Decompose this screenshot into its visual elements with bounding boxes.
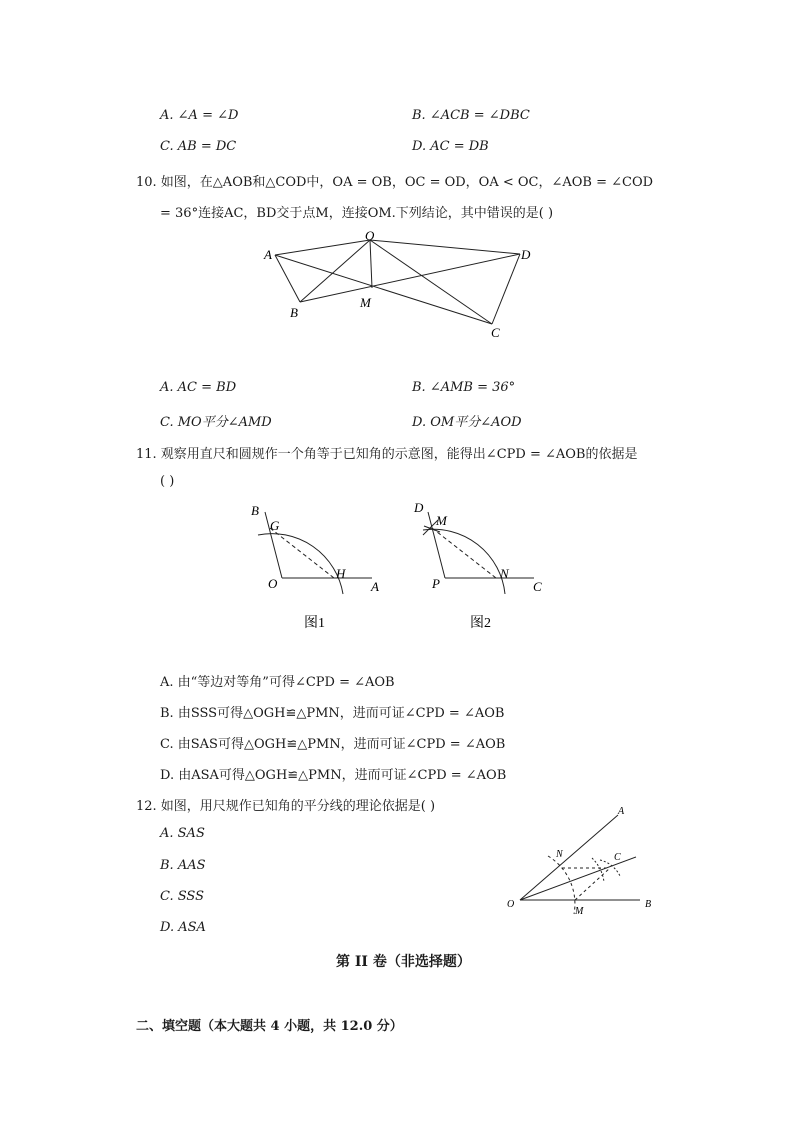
q11-fig1-label-O: O (268, 576, 278, 591)
section-2-heading: 第 II 卷（非选择题） (336, 954, 471, 970)
q12-label-B: B (645, 899, 652, 910)
q10-label-A: A (264, 247, 272, 262)
q11-option-d: D. 由ASA可得△OGH≌△PMN，进而可证∠CPD = ∠AOB (160, 768, 507, 783)
q9-option-c: C. AB = DC (160, 139, 237, 154)
q9-option-d: D. AC = DB (412, 139, 489, 154)
q10-label-C: C (491, 325, 500, 340)
q12-label-C: C (614, 852, 621, 863)
q10-option-d: D. OM平分∠AOD (412, 415, 522, 430)
q10-option-c: C. MO平分∠AMD (160, 415, 272, 430)
q11-option-c: C. 由SAS可得△OGH≌△PMN，进而可证∠CPD = ∠AOB (160, 737, 506, 752)
q11-fig2-label-M: M (436, 513, 447, 528)
q10-option-a: A. AC = BD (160, 380, 237, 395)
q11-fig2-label-N: N (500, 566, 509, 581)
q11-stem-line2: ( ) (160, 474, 175, 489)
q10-label-M: M (360, 295, 371, 310)
q9-option-b: B. ∠ACB = ∠DBC (412, 108, 530, 123)
q11-option-a: A. 由“等边对等角”可得∠CPD = ∠AOB (160, 675, 395, 690)
q9-option-a: A. ∠A = ∠D (160, 108, 239, 123)
q12-option-c: C. SSS (160, 889, 205, 904)
q11-fig1-caption: 图1 (304, 616, 325, 631)
q11-fig1-label-A: A (371, 579, 379, 594)
q11-fig2-label-C: C (533, 579, 542, 594)
q12-label-N: N (556, 849, 563, 860)
q11-fig2-label-P: P (432, 576, 440, 591)
q11-fig1-label-G: G (270, 518, 280, 533)
q12-option-d: D. ASA (160, 920, 206, 935)
q12-label-M: M (575, 906, 584, 917)
q10-stem-line2: = 36°连接AC，BD交于点M，连接OM.下列结论，其中错误的是( ) (160, 206, 554, 221)
q10-label-B: B (290, 305, 298, 320)
q12-stem-line1: 12. 如图，用尺规作已知角的平分线的理论依据是( ) (136, 799, 436, 814)
q10-label-O: O (365, 228, 375, 243)
q10-option-b: B. ∠AMB = 36° (412, 380, 516, 395)
q10-stem-line1: 10. 如图，在△AOB和△COD中，OA = OB，OC = OD，OA < OC，∠AOB = ∠COD (136, 175, 654, 190)
q12-label-A: A (618, 806, 625, 817)
q11-fig2-caption: 图2 (470, 616, 491, 631)
q12-label-O: O (507, 899, 515, 910)
q11-fig1-label-B: B (251, 503, 259, 518)
q11-option-b: B. 由SSS可得△OGH≌△PMN，进而可证∠CPD = ∠AOB (160, 706, 505, 721)
q11-fig1-label-H: H (336, 566, 346, 581)
part-2-heading: 二、填空题（本大题共 4 小题，共 12.0 分） (136, 1019, 403, 1034)
q11-stem-line1: 11. 观察用直尺和圆规作一个角等于已知角的示意图，能得出∠CPD = ∠AOB的依据是 (136, 447, 638, 462)
q12-option-a: A. SAS (160, 826, 205, 841)
q10-label-D: D (521, 247, 531, 262)
q11-fig2-label-D: D (414, 500, 424, 515)
q12-option-b: B. AAS (160, 858, 206, 873)
